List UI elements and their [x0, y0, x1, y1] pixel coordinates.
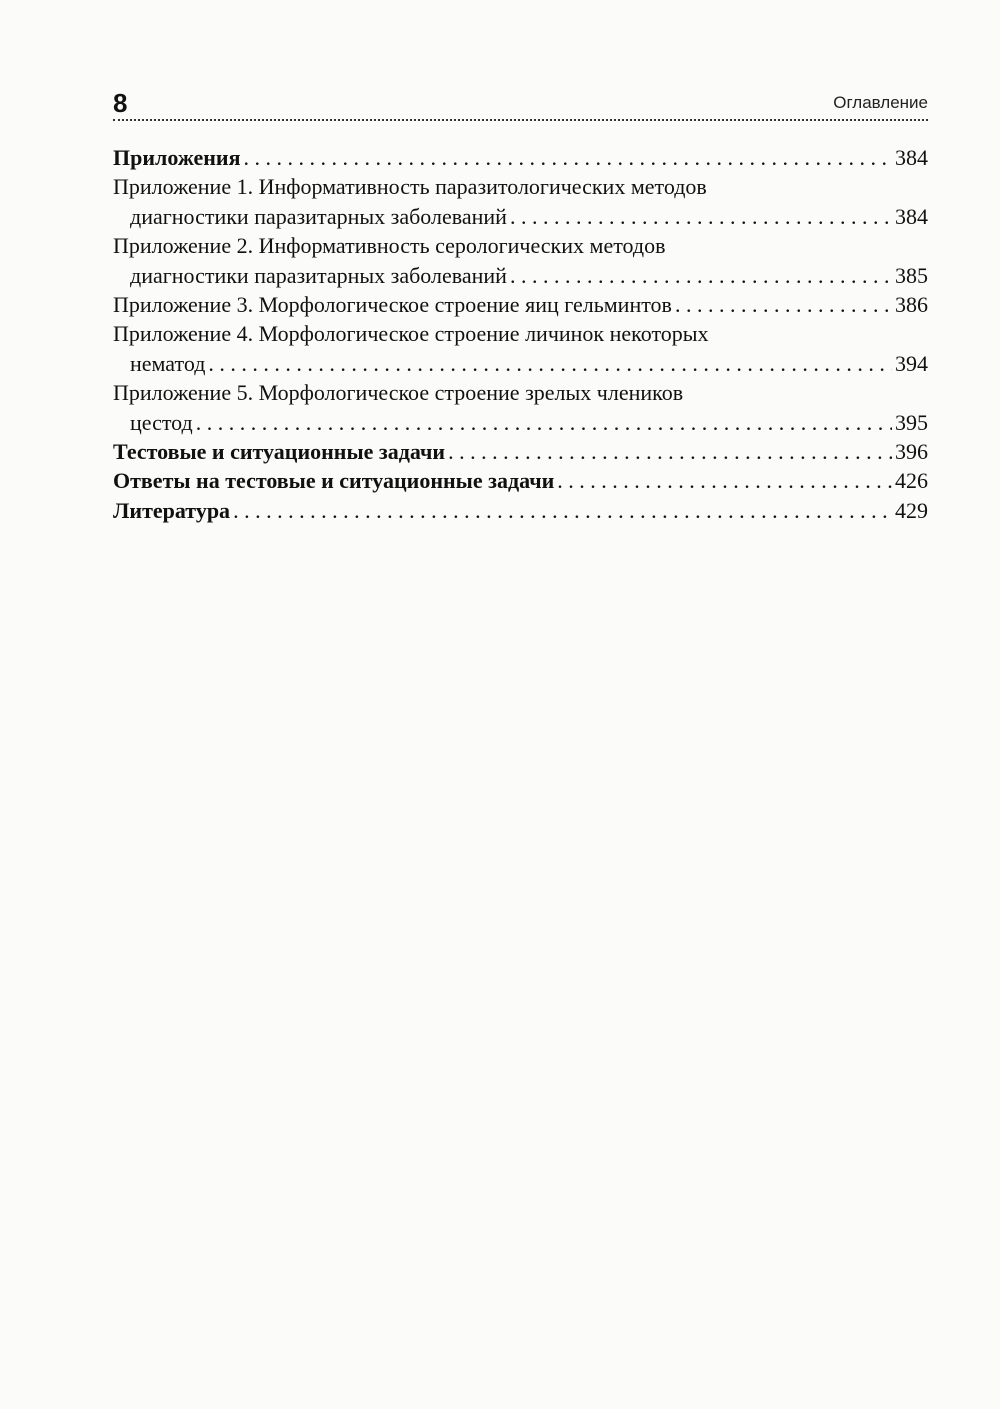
toc-entry-line [113, 202, 928, 231]
toc-entry-line [113, 290, 928, 319]
toc-entry [113, 290, 928, 319]
toc-entry-title: Тестовые и ситуационные задачи [113, 439, 446, 465]
dot-leader [208, 349, 892, 378]
toc-entry-title: Литература [113, 497, 231, 523]
toc-page-number: 386 [895, 292, 928, 318]
page-number: 8 [113, 88, 128, 118]
toc-entry [113, 437, 928, 466]
toc-entry-line [113, 378, 928, 407]
toc-page-number: 384 [895, 203, 928, 229]
dot-leader [196, 408, 892, 437]
toc-entry-line [113, 261, 928, 290]
dot-leader [675, 290, 892, 319]
toc-entry-title: Приложение 1. Информативность паразитологических методов [113, 174, 707, 200]
toc-entry-line [113, 143, 928, 172]
toc-entry-line [113, 231, 928, 260]
toc-entry [113, 319, 928, 378]
toc-entry-line [113, 496, 928, 525]
toc-page-number: 384 [895, 145, 928, 170]
toc-entry [113, 143, 928, 172]
toc-entry [113, 496, 928, 525]
toc-page-number: 426 [895, 468, 928, 494]
toc-entry-title: диагностики паразитарных заболеваний [130, 262, 507, 288]
toc-entry-line [113, 319, 928, 348]
toc-entry-title: Приложение 4. Морфологическое строение личинок некоторых [113, 321, 709, 347]
toc-page-number: 396 [895, 439, 928, 465]
toc-entry [113, 466, 928, 495]
toc-entry-line [113, 466, 928, 495]
toc-entry-title: Приложение 2. Информативность серологических методов [113, 233, 666, 259]
toc-page-number: 429 [895, 497, 928, 523]
toc-entry [113, 231, 928, 290]
toc-page-number: 395 [895, 409, 928, 435]
toc-entry [113, 172, 928, 231]
dot-leader [510, 261, 892, 290]
dot-leader [557, 466, 892, 495]
dot-leader [448, 437, 892, 466]
toc-entry-title: нематод [130, 350, 206, 376]
toc-entry-line [113, 172, 928, 201]
toc-entry-line [113, 437, 928, 466]
dot-leader [244, 143, 893, 172]
page-header [113, 86, 928, 124]
toc-page-number: 394 [895, 350, 928, 376]
toc-entry-title: цестод [130, 409, 193, 435]
table-of-contents [113, 143, 928, 525]
toc-page-number: 385 [895, 262, 928, 288]
toc-entry-title: диагностики паразитарных заболеваний [130, 203, 507, 229]
toc-entry-title: Приложение 3. Морфологическое строение яиц гельминтов [113, 292, 672, 318]
toc-entry [113, 378, 928, 437]
dot-leader [510, 202, 892, 231]
toc-entry-title: Приложения [113, 145, 241, 170]
running-head: Оглавление [833, 93, 928, 112]
toc-entry-title: Приложение 5. Морфологическое строение зрелых члеников [113, 380, 684, 406]
toc-entry-title: Ответы на тестовые и ситуационные задачи [113, 468, 555, 494]
toc-entry-line [113, 408, 928, 437]
dot-leader [233, 496, 892, 525]
header-dotted-rule [113, 119, 928, 121]
toc-entry-line [113, 349, 928, 378]
